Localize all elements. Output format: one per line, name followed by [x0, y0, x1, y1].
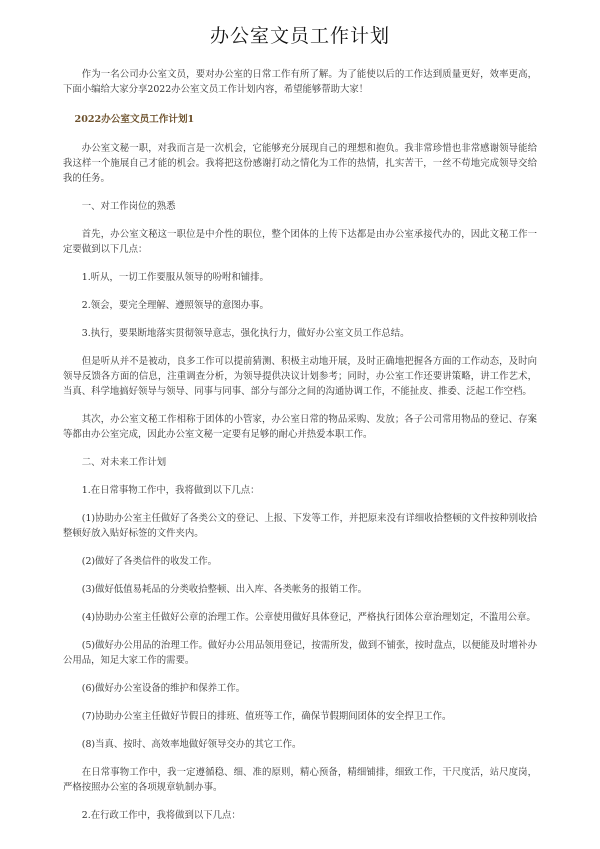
body-paragraph: 其次，办公室文秘工作相称于团体的小管家，办公室日常的物品采购、发放；各子公司常用物品的登记、存案等都由办公室完成，因此办公室文秘一定要有足够的耐心并热爱本职工作。	[63, 414, 537, 440]
list-item: (6)做好办公室设备的维护和保养工作。	[81, 683, 246, 694]
list-item: (8)当真、按时、高效率地做好领导交办的其它工作。	[81, 739, 302, 750]
list-item: (1)协助办公室主任做好了各类公文的登记、上报、下发等工作，并把原来没有详细收拾整顿的文件按种别收拾整顿好放入贴好标签的文件夹内。	[63, 513, 537, 539]
list-item: 3.执行，要果断地落实贯彻领导意志，强化执行力，做好办公室文员工作总结。	[81, 328, 410, 339]
section-heading: 一、对工作岗位的熟悉	[81, 201, 176, 212]
list-item: (2)做好了各类信件的收发工作。	[81, 556, 217, 567]
list-item: (4)协助办公室主任做好公章的治理工作。公章使用做好具体登记，严格执行团体公章治理划定，不滥用公章。	[81, 612, 536, 623]
list-item: (3)做好低值易耗品的分类收拾整顿、出入库、各类帐务的报销工作。	[81, 584, 367, 595]
body-paragraph: 在日常事物工作中，我一定遵循稳、细、准的原则，精心预备，精细铺排，细致工作，干尺度活，站尺度岗，严格按照办公室的各项规章轨制办事。	[63, 767, 537, 793]
list-item: 1.听从，一切工作要服从领导的吩咐和铺排。	[81, 272, 269, 283]
section-subtitle: 2022办公室文员工作计划1	[74, 114, 195, 125]
list-item: 1.在日常事物工作中，我将做到以下几点：	[81, 485, 260, 496]
body-paragraph: 办公室文秘一职，对我而言是一次机会，它能够充分展现自己的理想和抱负。我非常珍惜也非常感谢领导能给我这样一个施展自己才能的机会。我将把这份感谢打动之情化为工作的热情，扎实苦干，一丝不苟地完成领导交给我的任务。	[63, 143, 537, 184]
section-heading: 二、对未来工作计划	[81, 457, 167, 468]
body-paragraph: 首先，办公室文秘这一职位是中介性的职位，整个团体的上传下达都是由办公室承接代办的，因此文秘工作一定要做到以下几点：	[63, 229, 537, 255]
intro-paragraph: 作为一名公司办公室文员，要对办公室的日常工作有所了解。为了能使以后的工作达到质量更好，效率更高，下面小编给大家分享2022办公室文员工作计划内容，希望能够帮助大家！	[63, 69, 537, 95]
list-item: (7)协助办公室主任做好节假日的排班、值班等工作，确保节假期间团体的安全捍卫工作。	[81, 711, 452, 722]
body-paragraph: 但是听从并不是被动，良多工作可以提前猜测、积极主动地开展，及时正确地把握各方面的工作动态，及时向领导反馈各方面的信息，注重调查分析，为领导提供决议计划参考；同时，办公室工作还要讲策略，讲工作艺术，当真、科学地搞好领导与领导、同事与同事、部分与部分之间的沟通协调工作，不能扯皮、推委、泛起工作空档。	[63, 356, 537, 397]
page-title: 办公室文员工作计划	[209, 25, 390, 47]
list-item: 2.领会，要完全理解、遵照领导的意图办事。	[81, 300, 269, 311]
list-item: (5)做好办公用品的治理工作。做好办公用品领用登记，按需所发，做到不铺张，按时盘点，以便能及时增补办公用品，知足大家工作的需要。	[63, 640, 537, 666]
list-item: 2.在行政工作中，我将做到以下几点：	[81, 810, 241, 821]
